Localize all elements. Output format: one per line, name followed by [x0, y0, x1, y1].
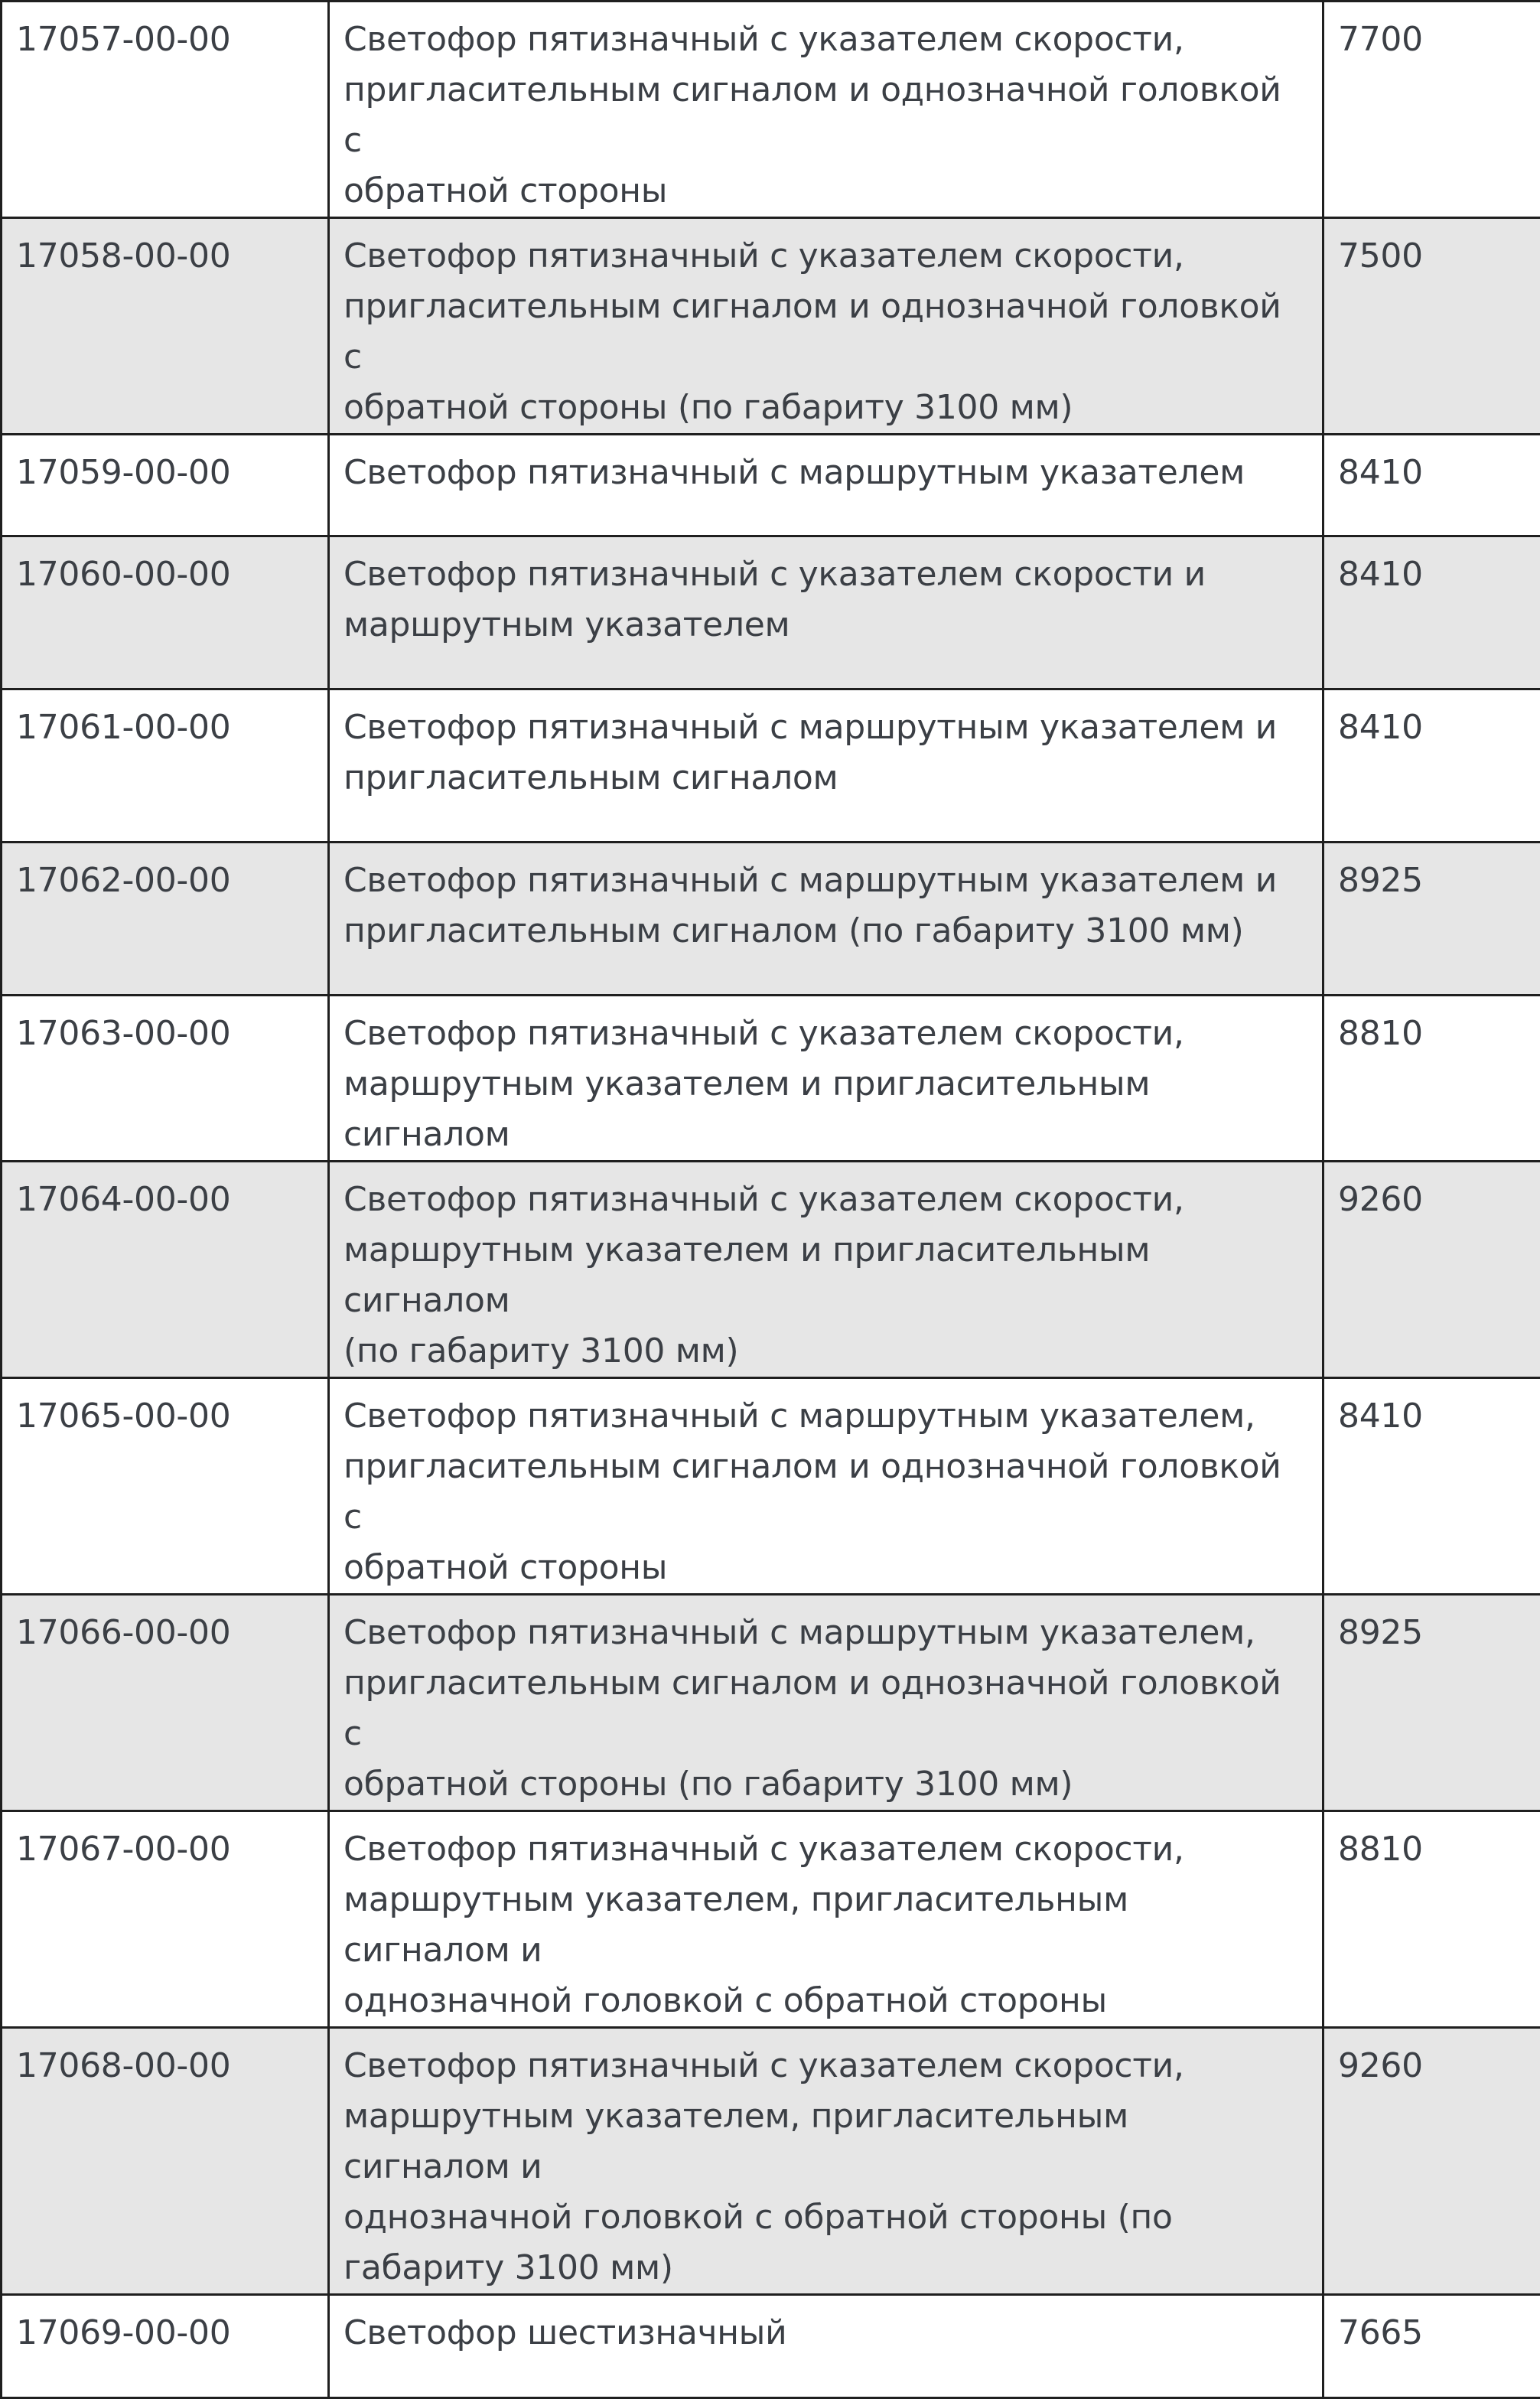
item-description-cell: [329, 2, 1323, 218]
description-line: Светофор пятизначный с указателем скорости,: [343, 1824, 1305, 1875]
table-row: [2, 1378, 1540, 1595]
description-line: Светофор шестизначный: [343, 2308, 1305, 2358]
table-row: [2, 1595, 1540, 1811]
description-line: Светофор пятизначный с указателем скорости,: [343, 15, 1305, 65]
item-description-cell: [329, 2295, 1323, 2398]
item-code-cell: 17057-00-00: [2, 2, 329, 218]
item-code-cell: 17063-00-00: [2, 996, 329, 1162]
item-code-cell: 17061-00-00: [2, 689, 329, 843]
table-row: [2, 843, 1540, 996]
description-line: обратной стороны: [343, 1543, 1305, 1593]
description-line: габариту 3100 мм): [343, 2243, 1305, 2293]
item-price-cell: 8925: [1323, 843, 1540, 996]
description-line: обратной стороны (по габариту 3100 мм): [343, 1759, 1305, 1810]
item-code-cell: 17058-00-00: [2, 218, 329, 435]
description-line: обратной стороны: [343, 166, 1305, 217]
item-price-cell: 8410: [1323, 536, 1540, 689]
item-price-cell: 8410: [1323, 1378, 1540, 1595]
table-row: [2, 1162, 1540, 1378]
description-line: пригласительным сигналом и однозначной головкой с: [343, 1658, 1305, 1759]
item-description-cell: [329, 1378, 1323, 1595]
item-description-cell: [329, 536, 1323, 689]
item-price-cell: 8810: [1323, 996, 1540, 1162]
description-line: пригласительным сигналом и однозначной головкой с: [343, 282, 1305, 383]
item-code-cell: 17065-00-00: [2, 1378, 329, 1595]
description-line: обратной стороны (по габариту 3100 мм): [343, 383, 1305, 433]
item-price-cell: 8410: [1323, 435, 1540, 536]
description-line: однозначной головкой с обратной стороны: [343, 1976, 1305, 2026]
item-description-cell: [329, 843, 1323, 996]
item-code-cell: 17068-00-00: [2, 2028, 329, 2295]
item-price-cell: 8810: [1323, 1811, 1540, 2028]
item-description-cell: [329, 996, 1323, 1162]
item-price-cell: 7700: [1323, 2, 1540, 218]
item-code-cell: 17066-00-00: [2, 1595, 329, 1811]
description-line: маршрутным указателем: [343, 600, 1305, 650]
table-row: [2, 435, 1540, 536]
description-line: Светофор пятизначный с указателем скорости,: [343, 1175, 1305, 1225]
item-code-cell: 17064-00-00: [2, 1162, 329, 1378]
description-line: однозначной головкой с обратной стороны (по: [343, 2192, 1305, 2243]
table-row: [2, 218, 1540, 435]
table-row: [2, 536, 1540, 689]
item-price-cell: 7665: [1323, 2295, 1540, 2398]
description-line: Светофор пятизначный с маршрутным указателем и: [343, 856, 1305, 906]
table-row: [2, 2295, 1540, 2398]
item-price-cell: 7500: [1323, 218, 1540, 435]
item-description-cell: [329, 689, 1323, 843]
item-code-cell: 17067-00-00: [2, 1811, 329, 2028]
item-description-cell: [329, 218, 1323, 435]
item-price-cell: 8925: [1323, 1595, 1540, 1811]
description-line: Светофор пятизначный с маршрутным указателем: [343, 448, 1305, 498]
description-line: пригласительным сигналом (по габариту 3100 мм): [343, 906, 1305, 957]
item-price-cell: 9260: [1323, 1162, 1540, 1378]
table-body: [2, 2, 1540, 2398]
description-line: маршрутным указателем, пригласительным сигналом и: [343, 2091, 1305, 2192]
description-line: Светофор пятизначный с указателем скорости и: [343, 549, 1305, 600]
description-line: пригласительным сигналом и однозначной головкой с: [343, 65, 1305, 166]
description-line: маршрутным указателем и пригласительным сигналом: [343, 1059, 1305, 1160]
description-line: (по габариту 3100 мм): [343, 1326, 1305, 1377]
table-row: [2, 1811, 1540, 2028]
description-line: маршрутным указателем, пригласительным сигналом и: [343, 1875, 1305, 1976]
item-description-cell: [329, 1811, 1323, 2028]
table-row: [2, 689, 1540, 843]
description-line: Светофор пятизначный с указателем скорости,: [343, 2041, 1305, 2091]
description-line: Светофор пятизначный с маршрутным указателем и: [343, 702, 1305, 753]
item-description-cell: [329, 2028, 1323, 2295]
item-description-cell: [329, 1162, 1323, 1378]
description-line: пригласительным сигналом и однозначной головкой с: [343, 1442, 1305, 1543]
item-code-cell: 17062-00-00: [2, 843, 329, 996]
description-line: Светофор пятизначный с указателем скорости,: [343, 231, 1305, 282]
item-code-cell: 17059-00-00: [2, 435, 329, 536]
table-row: [2, 996, 1540, 1162]
description-line: пригласительным сигналом: [343, 753, 1305, 803]
table-row: [2, 2, 1540, 218]
item-description-cell: [329, 435, 1323, 536]
item-price-cell: 9260: [1323, 2028, 1540, 2295]
item-code-cell: 17069-00-00: [2, 2295, 329, 2398]
item-code-cell: 17060-00-00: [2, 536, 329, 689]
item-price-cell: 8410: [1323, 689, 1540, 843]
description-line: Светофор пятизначный с указателем скорости,: [343, 1009, 1305, 1059]
table-row: [2, 2028, 1540, 2295]
description-line: маршрутным указателем и пригласительным сигналом: [343, 1225, 1305, 1326]
item-description-cell: [329, 1595, 1323, 1811]
description-line: Светофор пятизначный с маршрутным указателем,: [343, 1391, 1305, 1442]
description-line: Светофор пятизначный с маршрутным указателем,: [343, 1608, 1305, 1658]
